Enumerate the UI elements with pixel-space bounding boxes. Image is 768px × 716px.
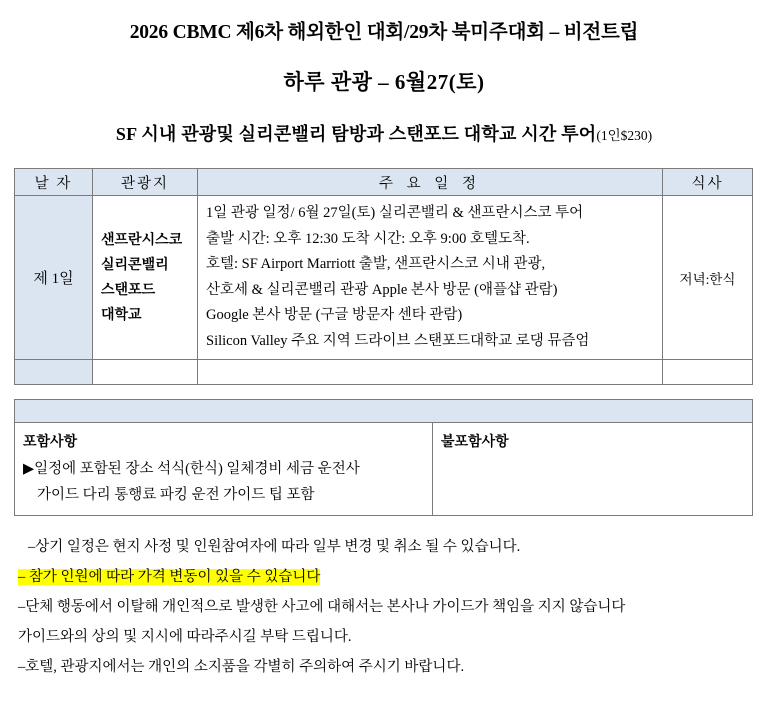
included-line: 가이드 다리 통행료 파킹 운전 가이드 팁 포함: [37, 487, 315, 503]
note-line: –호텔, 관광지에서는 개인의 소지품을 각별히 주의하여 주시기 바랍니다.: [18, 659, 465, 675]
excluded-title: 불포함사항: [441, 435, 509, 450]
cell-day: 제 1일: [15, 196, 93, 360]
cell-itinerary-empty: [198, 360, 663, 385]
document-page: [0, 16, 768, 716]
included-line: ▶일정에 포함된 장소 석식(한식) 일체경비 세금 운전사: [23, 461, 360, 477]
notes-section: [14, 532, 756, 682]
cell-place-empty: [93, 360, 198, 385]
document-title-line1: 2026 CBMC 제6차 해외한인 대회/29차 북미주대회 – 비전트립: [129, 22, 639, 43]
inclusion-body-row: [15, 423, 753, 516]
column-header-date: 날 자: [15, 169, 93, 196]
cell-included: [15, 423, 433, 516]
itinerary-line: 출발 시간: 오후 12:30 도착 시간: 오후 9:00 호텔도착.: [206, 230, 530, 247]
place-line: 샌프란시스코: [101, 232, 183, 248]
itinerary-line: Silicon Valley 주요 지역 드라이브 스탠포드대학교 로댕 뮤즘엄: [206, 332, 590, 349]
tour-title-main: SF 시내 관광및 실리콘밸리 탐방과 스탠포드 대학교 시간 투어: [115, 124, 597, 144]
cell-meal-empty: [663, 360, 753, 385]
note-line: –단체 행동에서 이탈해 개인적으로 발생한 사고에 대해서는 본사나 가이드가 책임을 지지 않습니다: [18, 599, 626, 615]
place-line: 스탠포드: [101, 282, 156, 298]
schedule-header-row: [15, 169, 753, 196]
itinerary-line: 호텔: SF Airport Marriott 출발, 샌프란시스코 시내 관광,: [206, 256, 546, 272]
note-line: 가이드와의 상의 및 지시에 따라주시길 부탁 드립니다.: [18, 629, 352, 645]
table-row: [15, 196, 753, 360]
included-title: 포함사항: [23, 435, 78, 450]
place-line: 실리콘밸리: [101, 257, 169, 273]
note-highlight: – 참가 인원에 따라 가격 변동이 있을 수 있습니다: [18, 569, 321, 585]
column-header-meal: 식사: [663, 169, 753, 196]
itinerary-line: 1일 관광 일정/ 6월 27일(토) 실리콘밸리 & 샌프란시스코 투어: [206, 205, 584, 221]
inclusion-table: [14, 399, 753, 516]
inclusion-band-row: [15, 400, 753, 423]
note-line-highlighted: [18, 562, 756, 592]
cell-day-empty: [15, 360, 93, 385]
table-row-empty: [15, 360, 753, 385]
document-title-line2: 하루 관광 – 6월27(토): [283, 70, 485, 94]
document-title-line3: [14, 120, 754, 146]
inclusion-band: [15, 400, 753, 423]
cell-places: [93, 196, 198, 360]
itinerary-line: Google 본사 방문 (구글 방문자 센타 관람): [206, 307, 463, 323]
note-line: –상기 일정은 현지 사정 및 인원참여자에 따라 일부 변경 및 취소 될 수 있습니다.: [28, 539, 521, 555]
tour-price: (1인$230): [596, 128, 653, 143]
cell-itinerary: [198, 196, 663, 360]
cell-excluded: [433, 423, 753, 516]
place-line: 대학교: [101, 307, 142, 323]
itinerary-line: 산호세 & 실리콘밸리 관광 Apple 본사 방문 (애플샵 관람): [206, 281, 558, 298]
cell-meal: 저녁:한식: [663, 196, 753, 360]
schedule-table: [14, 168, 753, 385]
column-header-place: 관광지: [93, 169, 198, 196]
column-header-itinerary: 주 요 일 정: [198, 169, 663, 196]
